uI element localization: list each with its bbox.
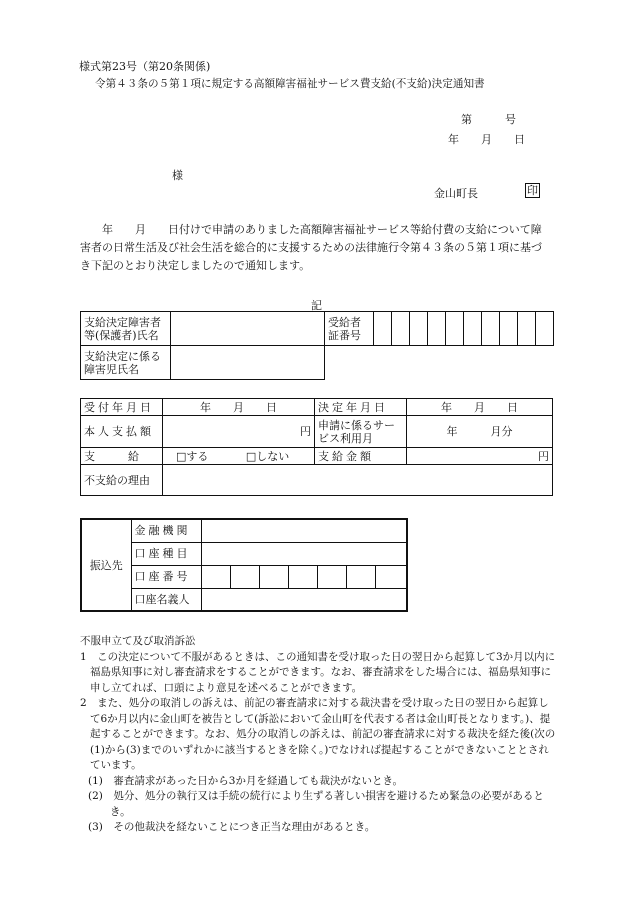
cert-digit-cell[interactable] xyxy=(500,312,518,346)
addressee-suffix: 様 xyxy=(172,169,183,182)
account-digit-cell[interactable] xyxy=(230,565,259,588)
notice-paragraph: 年 月 日付けで申請のありました高額障害福祉サービス等給付費の支給について障害者の日常生活及び社会生活を総合的に支援するための法律施行令第４３条の５第１項に基づき下記のとおり決定しましたので通知します。 xyxy=(80,223,542,272)
receipt-date-label: 受付年月日 xyxy=(81,399,163,416)
cert-digit-cell[interactable] xyxy=(374,312,392,346)
service-month-label: 申請に係るサービス利用月 xyxy=(315,416,407,448)
form-number: 様式第23号（第20条関係) xyxy=(79,60,211,73)
option-yes-checkbox[interactable]: □する xyxy=(176,449,209,463)
appeal-notes xyxy=(80,634,558,836)
recipient-name-field[interactable] xyxy=(171,312,325,346)
option-no-checkbox[interactable]: □しない xyxy=(245,449,290,463)
notes-item-1: 1 この決定について不服があるときは、この通知書を受け取った日の翌日から起算して3か月以内に福島県知事に対し審査請求をすることができます。なお、審査請求をした場合には、福島県知事に申し立てれば、口頭により意見を述べることができます。 xyxy=(80,650,556,694)
account-digit-cell[interactable] xyxy=(259,565,288,588)
cert-digit-cell[interactable] xyxy=(410,312,428,346)
seal-stamp: 印 xyxy=(527,184,538,197)
cert-digit-cell[interactable] xyxy=(518,312,536,346)
account-holder-label: 口座名義人 xyxy=(131,588,201,611)
document-date: 年 月 日 xyxy=(448,133,525,146)
cert-digit-cell[interactable] xyxy=(428,312,446,346)
notes-sub-2: (2) 処分、処分の執行又は手続の続行により生ずる著しい損害を避けるため緊急の必要があるとき。 xyxy=(88,790,544,818)
reason-label: 不支給の理由 xyxy=(81,465,163,496)
child-name-label: 支給決定に係る障害児氏名 xyxy=(81,346,171,380)
cert-digit-cell[interactable] xyxy=(446,312,464,346)
ki-label: 記 xyxy=(311,299,322,312)
payment-options xyxy=(163,448,315,465)
decision-date-label: 決定年月日 xyxy=(315,399,407,416)
issuer-name: 金山町長 xyxy=(434,187,478,200)
cert-digit-cell[interactable] xyxy=(392,312,410,346)
document-number: 第 号 xyxy=(461,113,516,126)
bank-field[interactable] xyxy=(201,519,407,542)
child-name-field[interactable] xyxy=(171,346,325,380)
document-title: 令第４３条の５第１項に規定する高額障害福祉サービス費支給(不支給)決定通知書 xyxy=(95,78,485,90)
notes-heading: 不服申立て及び取消訴訟 xyxy=(80,635,196,647)
cert-digit-cell[interactable] xyxy=(482,312,500,346)
account-digit-cell[interactable] xyxy=(375,565,407,588)
account-type-field[interactable] xyxy=(201,542,407,565)
reason-field[interactable] xyxy=(163,465,553,496)
certificate-table xyxy=(324,311,554,346)
receipt-date-value[interactable]: 年 月 日 xyxy=(163,399,315,416)
bank-label: 金融機関 xyxy=(131,519,201,542)
transfer-destination-label: 振込先 xyxy=(81,519,131,611)
service-month-value[interactable]: 年 月分 xyxy=(407,416,553,448)
payment-label: 支 給 xyxy=(81,448,163,465)
account-digit-cell[interactable] xyxy=(317,565,346,588)
account-digit-cell[interactable] xyxy=(346,565,375,588)
account-digit-cell[interactable] xyxy=(288,565,317,588)
recipient-name-label: 支給決定障害者等(保護者)氏名 xyxy=(81,312,171,346)
notes-sub-1: (1) 審査請求があった日から3か月を経過しても裁決がないとき。 xyxy=(88,774,404,787)
account-digit-cell[interactable] xyxy=(201,565,230,588)
account-type-label: 口座種目 xyxy=(131,542,201,565)
self-pay-label: 本人支払額 xyxy=(81,416,163,448)
recipient-table xyxy=(80,311,325,380)
notes-item-2: 2 また、処分の取消しの訴えは、前記の審査請求に対する裁決書を受け取った日の翌日から起算して6か月以内に金山町を被告として(訴訟において金山町を代表する者は金山町長となります。)、提起することができます。なお、処分の取消しの訴えは、前記の審査請求に対する裁決を経た後(次の(1)から(3)までのいずれかに該当するときを除く。)でなければ提起することができないこととされています。 xyxy=(80,697,556,771)
account-number-label: 口座番号 xyxy=(131,565,201,588)
cert-digit-cell[interactable] xyxy=(464,312,482,346)
certificate-number-label: 受給者証番号 xyxy=(325,312,374,346)
payment-amount-label: 支給金額 xyxy=(315,448,407,465)
account-holder-field[interactable] xyxy=(201,588,407,611)
cert-digit-cell[interactable] xyxy=(536,312,554,346)
self-pay-value[interactable]: 円 xyxy=(163,416,315,448)
payment-amount-value[interactable]: 円 xyxy=(407,448,553,465)
bank-transfer-table xyxy=(80,518,408,612)
decision-date-value[interactable]: 年 月 日 xyxy=(407,399,553,416)
notes-sub-3: (3) その他裁決を経ないことにつき正当な理由があるとき。 xyxy=(88,821,376,833)
decision-table xyxy=(80,398,553,496)
